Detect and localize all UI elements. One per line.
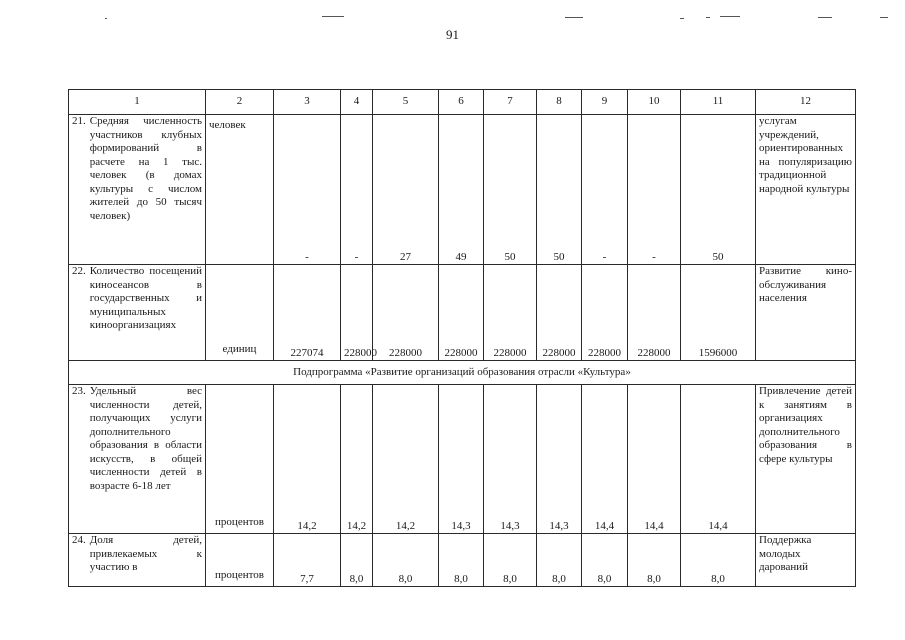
indicator-number: 24.: [72, 534, 86, 546]
header-cell: 7: [484, 90, 537, 115]
value-cell: 14,3: [439, 385, 484, 534]
value-cell: 14,3: [484, 385, 537, 534]
value-cell: 8,0: [628, 534, 681, 587]
header-row: [69, 90, 856, 115]
unit-cell: человек: [206, 115, 274, 265]
value-cell: 8,0: [373, 534, 439, 587]
header-cell: 8: [537, 90, 582, 115]
indicator-name: Средняя численность участников клубных формирований в расчете на 1 тыс. человек (в домах культуры с числом жителей до 50 тысяч человек): [89, 115, 202, 222]
value-cell: 8,0: [681, 534, 756, 587]
indicator-name-cell: [69, 115, 206, 265]
value-cell: 228000: [373, 265, 439, 361]
value-cell: 8,0: [537, 534, 582, 587]
value-cell: 50: [537, 115, 582, 265]
value-cell: 228000: [537, 265, 582, 361]
note-cell: Развитие кино-обслуживания населения: [756, 265, 856, 361]
value-cell: -: [341, 115, 373, 265]
value-cell: 14,2: [341, 385, 373, 534]
indicator-number: 21.: [72, 115, 86, 127]
indicator-name: Количество посещений киносеансов в государственных и муниципальных киноорганизациях: [89, 265, 202, 331]
note-cell: Поддержка молодых дарований: [756, 534, 856, 587]
value-cell: -: [274, 115, 341, 265]
header-cell: 4: [341, 90, 373, 115]
table-row: [69, 265, 856, 361]
subprogram-title: Подпрограмма «Развитие организаций образования отрасли «Культура»: [69, 361, 856, 385]
header-cell: 11: [681, 90, 756, 115]
value-cell: 14,4: [681, 385, 756, 534]
value-cell: 228000: [484, 265, 537, 361]
value-cell: 14,2: [274, 385, 341, 534]
value-cell: -: [628, 115, 681, 265]
unit-cell: единиц: [206, 265, 274, 361]
value-cell: 227074: [274, 265, 341, 361]
value-cell: 14,3: [537, 385, 582, 534]
table-row: [69, 385, 856, 534]
value-cell: 8,0: [582, 534, 628, 587]
indicator-name: Удельный вес численности детей, получающих услуги дополнительного образования в области искусств, в общей численности детей в возрасте 6-18 лет: [89, 385, 202, 492]
value-cell: 50: [681, 115, 756, 265]
value-cell: 8,0: [439, 534, 484, 587]
value-cell: 27: [373, 115, 439, 265]
value-cell: 8,0: [341, 534, 373, 587]
value-cell: 1596000: [681, 265, 756, 361]
value-cell: 14,4: [582, 385, 628, 534]
indicator-name-cell: [69, 265, 206, 361]
value-cell: 14,4: [628, 385, 681, 534]
indicator-name: Доля детей, привлекаемых к участию в: [89, 534, 202, 573]
header-cell: 6: [439, 90, 484, 115]
page-number: 91: [446, 27, 459, 42]
header-cell: 9: [582, 90, 628, 115]
subprogram-row: [69, 361, 856, 385]
indicator-number: 22.: [72, 265, 86, 277]
unit-cell: процентов: [206, 534, 274, 587]
header-cell: 12: [756, 90, 856, 115]
indicators-table: [68, 89, 856, 587]
indicator-number: 23.: [72, 385, 86, 397]
header-cell: 1: [69, 90, 206, 115]
table-row: [69, 534, 856, 587]
scan-artifacts: [0, 14, 905, 20]
value-cell: 8,0: [484, 534, 537, 587]
value-cell: 228000: [439, 265, 484, 361]
value-cell: 228000: [628, 265, 681, 361]
header-cell: 3: [274, 90, 341, 115]
header-cell: 10: [628, 90, 681, 115]
value-cell: 228000: [341, 265, 373, 361]
note-cell: Привлечение детей к занятиям в организациях дополнительного образования в сфере культуры: [756, 385, 856, 534]
value-cell: 7,7: [274, 534, 341, 587]
value-cell: 49: [439, 115, 484, 265]
indicator-name-cell: [69, 385, 206, 534]
header-cell: 2: [206, 90, 274, 115]
value-cell: 228000: [582, 265, 628, 361]
value-cell: -: [582, 115, 628, 265]
header-cell: 5: [373, 90, 439, 115]
unit-cell: процентов: [206, 385, 274, 534]
value-cell: 14,2: [373, 385, 439, 534]
value-cell: 50: [484, 115, 537, 265]
note-cell: услугам учреждений, ориентированных на популяризацию традиционной народной культуры: [756, 115, 856, 265]
table-row: [69, 115, 856, 265]
indicator-name-cell: [69, 534, 206, 587]
